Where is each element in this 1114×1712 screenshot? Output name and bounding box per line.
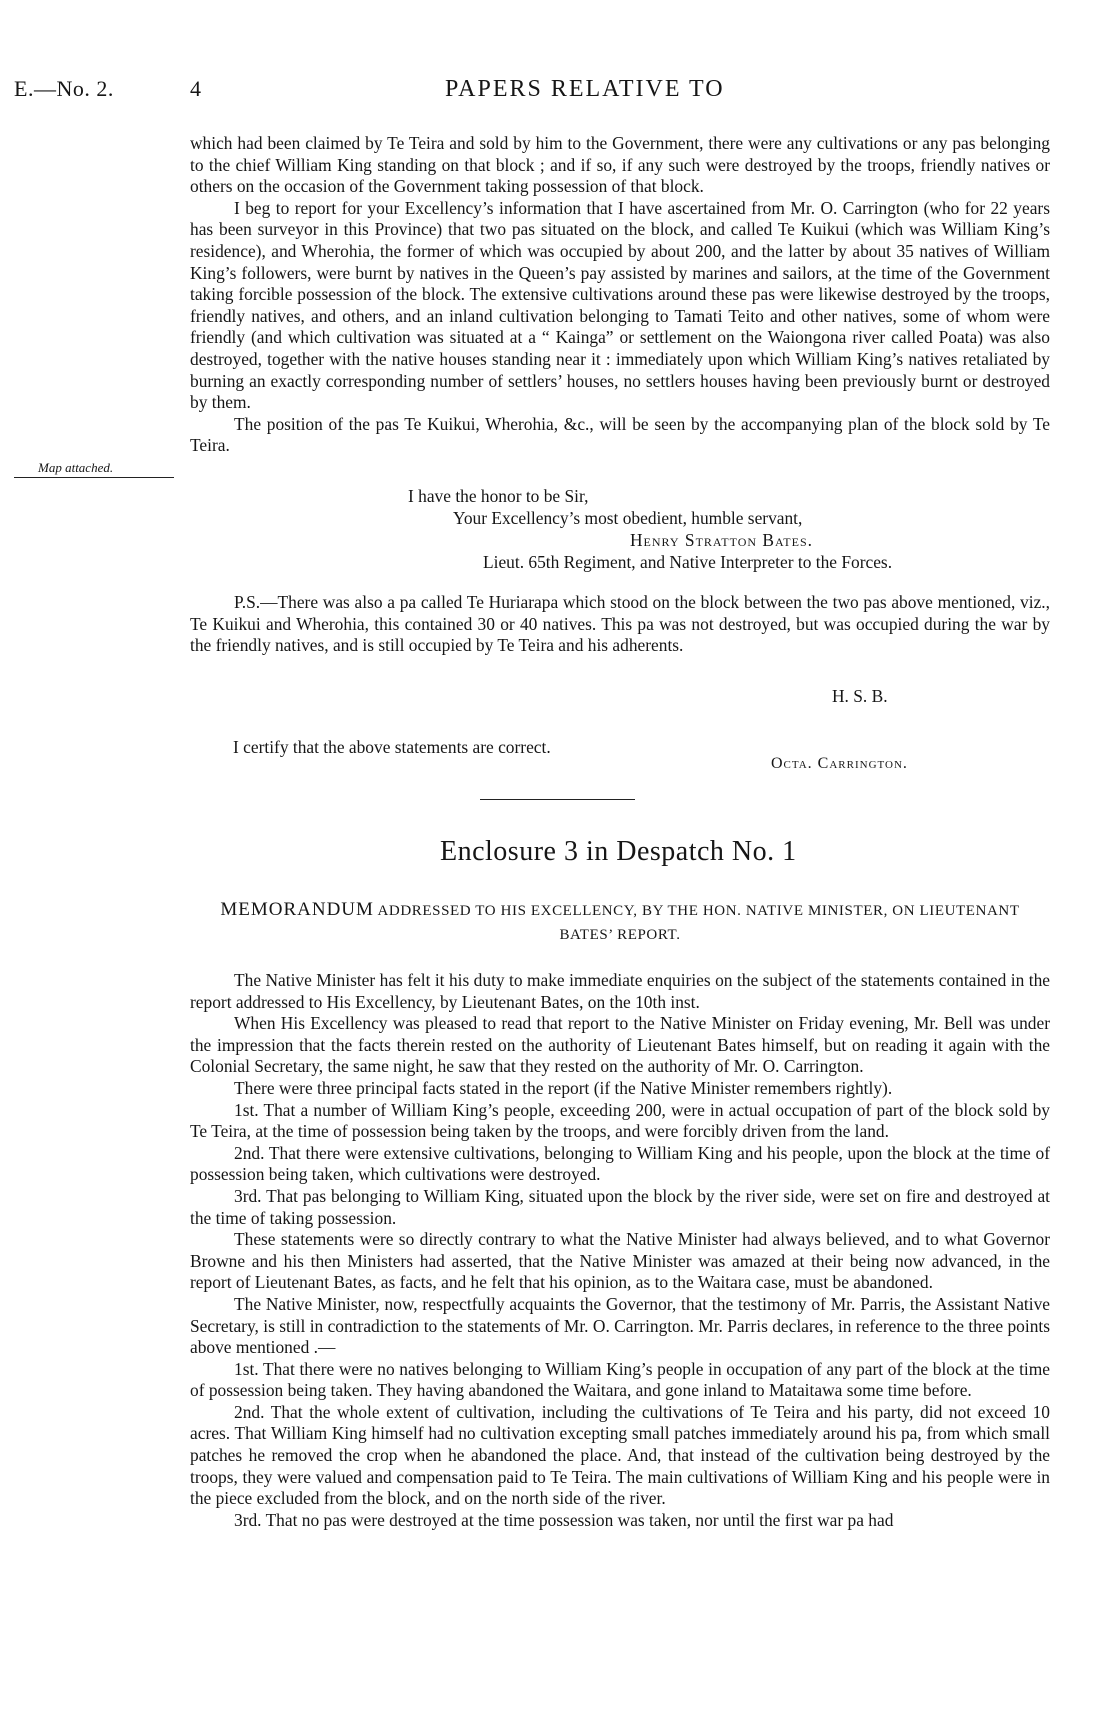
- memorandum-paragraph: There were three principal facts stated in the report (if the Native Minister remembers rightly).: [234, 1077, 893, 1098]
- memorandum-subtitle: ADDRESSED TO HIS EXCELLENCY, BY THE HON. NATIVE MINISTER, ON LIEUTENANT: [377, 903, 1020, 919]
- letter-signature: Henry Stratton Bates.: [630, 530, 813, 550]
- memorandum-paragraph: The Native Minister has felt it his duty to make immediate enquiries on the subject of the statements contained in the report addressed to His Excellency, by Lieutenant Bates, on the 10th inst.: [190, 970, 1050, 1012]
- margin-note-rule: [14, 477, 174, 478]
- section-divider: [480, 799, 635, 800]
- running-title: PAPERS RELATIVE TO: [445, 76, 725, 102]
- memorandum-lead: MEMORANDUM: [220, 899, 374, 920]
- letter-paragraph: I beg to report for your Excellency’s information that I have ascertained from Mr. O. Carrington (who for 22 years has been surveyor in this Province) that two pas situated on the block, and called Te Kuikui (which was William King’s residence), and Wherohia, the former of which was occupied by about 200, and the latter by about 35 natives of William King’s followers, were burnt by natives in the Queen’s pay assisted by marines and sailors, at the time of the Government taking forcible possession of the block. The extensive cultivations around these pas were likewise destroyed by the troops, friendly natives, and others, and an inland cultivation belonging to Tamati Teito and other natives, some of whom were friendly (and which cultivation was situated at a “ Kainga” or settlement on the Waiongona river called Poata) was also destroyed, together with the native houses standing near it : immediately upon which William King’s natives retaliated by burning an exactly corresponding number of settlers’ houses, no settlers houses having been previously burnt or destroyed by them.: [190, 197, 1050, 413]
- postscript: [190, 592, 1050, 657]
- postscript-initials: H. S. B.: [832, 686, 888, 706]
- page-number: 4: [190, 76, 202, 101]
- letter-paragraph: The position of the pas Te Kuikui, Wherohia, &c., will be seen by the accompanying plan of the block sold by Te Teira.: [190, 413, 1050, 456]
- memorandum-paragraph: The Native Minister, now, respectfully acquaints the Governor, that the testimony of Mr. Parris, the Assistant Native Secretary, is still in contradiction to the statements of Mr. O. Carrington. Mr. Parris declares, in reference to the three points above mentioned .—: [190, 1293, 1050, 1358]
- memorandum-paragraph: These statements were so directly contrary to what the Native Minister had always believed, and to what Governor Browne and his then Ministers had asserted, that the Native Minister was amazed at their being now advanced, in the report of Lieutenant Bates, as facts, and he felt that his opinion, as to the Waitara case, must be abandoned.: [190, 1229, 1050, 1293]
- memorandum-body: [190, 970, 1050, 1531]
- letter-body: [190, 133, 1050, 457]
- document-reference: E.—No. 2.: [14, 76, 114, 101]
- postscript-text: P.S.—There was also a pa called Te Huriarapa which stood on the block between the two pas above mentioned, viz., Te Kuikui and Wherohia, this contained 30 or 40 natives. This pa was not destroyed, but was occupied during the war by the friendly natives, and is still occupied by Te Teira and his adherents.: [190, 592, 1050, 656]
- memorandum-paragraph: 1st. That there were no natives belonging to William King’s people in occupation of any part of the block at the time of possession being taken. They having abandoned the Waitara, and gone inland to Mataitawa some time before.: [190, 1358, 1050, 1401]
- memorandum-subtitle-line2: BATES’ REPORT.: [559, 927, 681, 943]
- memorandum-paragraph: 1st. That a number of William King’s people, exceeding 200, were in actual occupation of part of the block sold by Te Teira, at the time of possession being taken by the troops, and were forcibly driven from the land.: [190, 1099, 1050, 1142]
- letter-signature-title: Lieut. 65th Regiment, and Native Interpreter to the Forces.: [483, 552, 893, 572]
- memorandum-paragraph: 2nd. That there were extensive cultivations, belonging to William King and his people, upon the block at the time of possession being taken, which cultivations were destroyed.: [190, 1142, 1050, 1185]
- letter-closing: I have the honor to be Sir,: [408, 486, 589, 506]
- certification-signature: Octa. Carrington.: [771, 755, 908, 772]
- memorandum-paragraph: 3rd. That no pas were destroyed at the time possession was taken, nor until the first war pa had: [234, 1509, 894, 1530]
- memorandum-paragraph: 2nd. That the whole extent of cultivation, including the cultivations of Te Teira and his party, did not exceed 10 acres. That William King himself had no cultivation excepting small patches immediately around his pa, from which small patches he removed the crop when he abandoned the place. And, that instead of the cultivation being destroyed by the troops, they were valued and compensation paid to Te Teira. The main cultivations of William King and his people were in the piece excluded from the block, and on the north side of the river.: [190, 1401, 1050, 1509]
- enclosure-title: Enclosure 3 in Despatch No. 1: [440, 836, 797, 867]
- margin-note: Map attached.: [38, 460, 114, 475]
- certification-text: I certify that the above statements are correct.: [233, 737, 551, 757]
- memorandum-heading: [190, 898, 1050, 947]
- memorandum-paragraph: 3rd. That pas belonging to William King, situated upon the block by the river side, were set on fire and destroyed at the time of taking possession.: [190, 1185, 1050, 1228]
- letter-paragraph: which had been claimed by Te Teira and sold by him to the Government, there were any cultivations or any pas belonging to the chief William King standing on that block ; and if so, if any such were destroyed by the troops, friendly natives or others on the occasion of the Government taking possession of that block.: [190, 133, 1050, 197]
- letter-closing: Your Excellency’s most obedient, humble servant,: [453, 508, 803, 528]
- memorandum-paragraph: When His Excellency was pleased to read that report to the Native Minister on Friday evening, Mr. Bell was under the impression that the facts therein rested on the authority of Lieutenant Bates himself, but on reading it again with the Colonial Secretary, the same night, he saw that they rested on the authority of Mr. O. Carrington.: [190, 1013, 1050, 1077]
